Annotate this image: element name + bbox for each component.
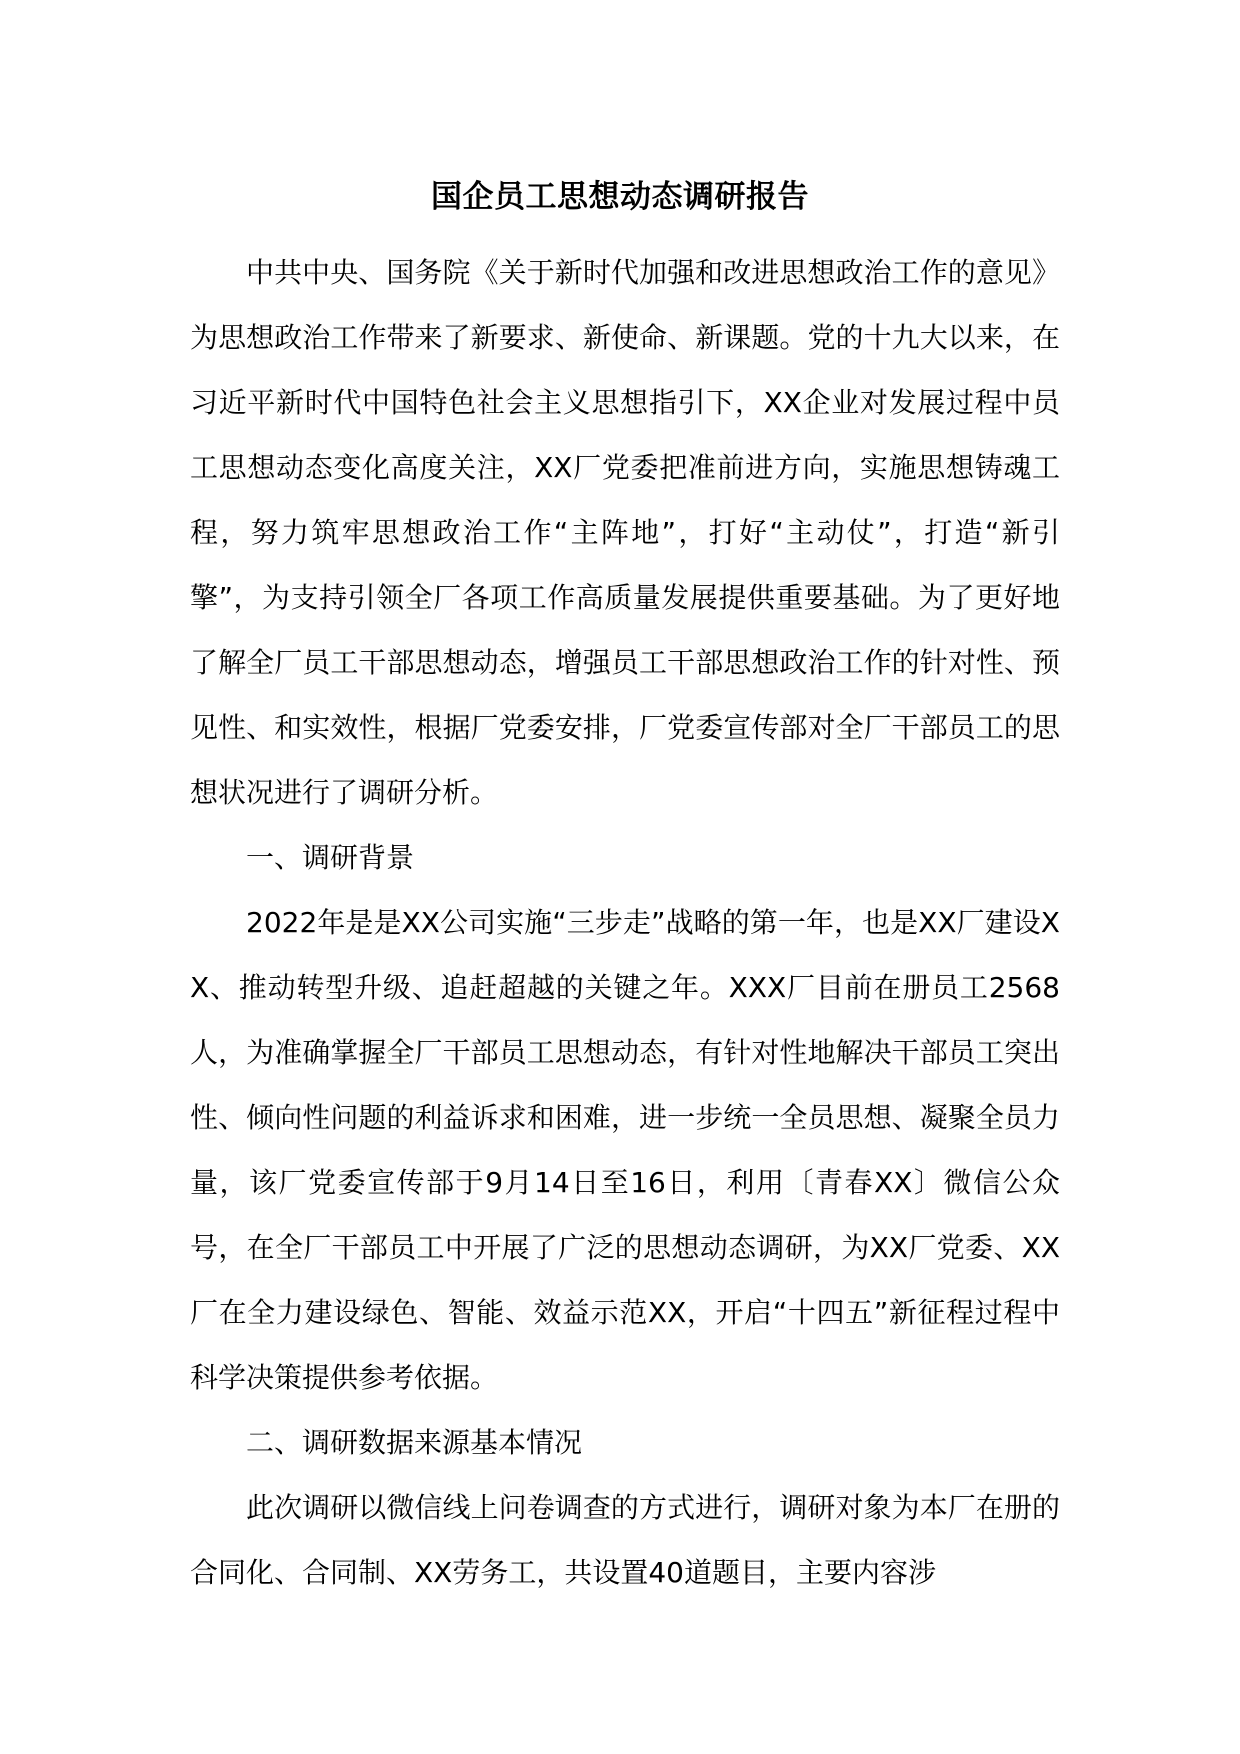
document-title: 国企员工思想动态调研报告 [431, 179, 809, 215]
intro-paragraph: 中共中央、国务院《关于新时代加强和改进思想政治工作的意见》为思想政治工作带来了新要求、新使命、新课题。党的十九大以来，在习近平新时代中国特色社会主义思想指引下，XX企业对发展过程中员工思想动态变化高度关注，XX厂党委把准前进方向，实施思想铸魂工程，努力筑牢思想政治工作“主阵地”，打好“主动仗”，打造“新引擎”，为支持引领全厂各项工作高质量发展提供重要基础。为了更好地了解全厂员工干部思想动态，增强员工干部思想政治工作的针对性、预见性、和实效性，根据厂党委安排，厂党委宣传部对全厂干部员工的思想状况进行了调研分析。 [190, 256, 1060, 809]
data-source-paragraph: 此次调研以微信线上问卷调查的方式进行，调研对象为本厂在册的合同化、合同制、XX劳务工，共设置40道题目，主要内容涉 [190, 1491, 1060, 1589]
document-body [190, 240, 1060, 1605]
section-heading-data-source: 二、调研数据来源基本情况 [246, 1426, 583, 1459]
section-heading-background: 一、调研背景 [246, 841, 415, 874]
background-paragraph: 2022年是是XX公司实施“三步走”战略的第一年，也是XX厂建设XX、推动转型升级、追赶超越的关键之年。XXX厂目前在册员工2568人，为准确掌握全厂干部员工思想动态，有针对性地解决干部员工突出性、倾向性问题的利益诉求和困难，进一步统一全员思想、凝聚全员力量，该厂党委宣传部于9月14日至16日，利用〔青春XX〕微信公众号，在全厂干部员工中开展了广泛的思想动态调研，为XX厂党委、XX厂在全力建设绿色、智能、效益示范XX，开启“十四五”新征程过程中科学决策提供参考依据。 [190, 906, 1060, 1394]
